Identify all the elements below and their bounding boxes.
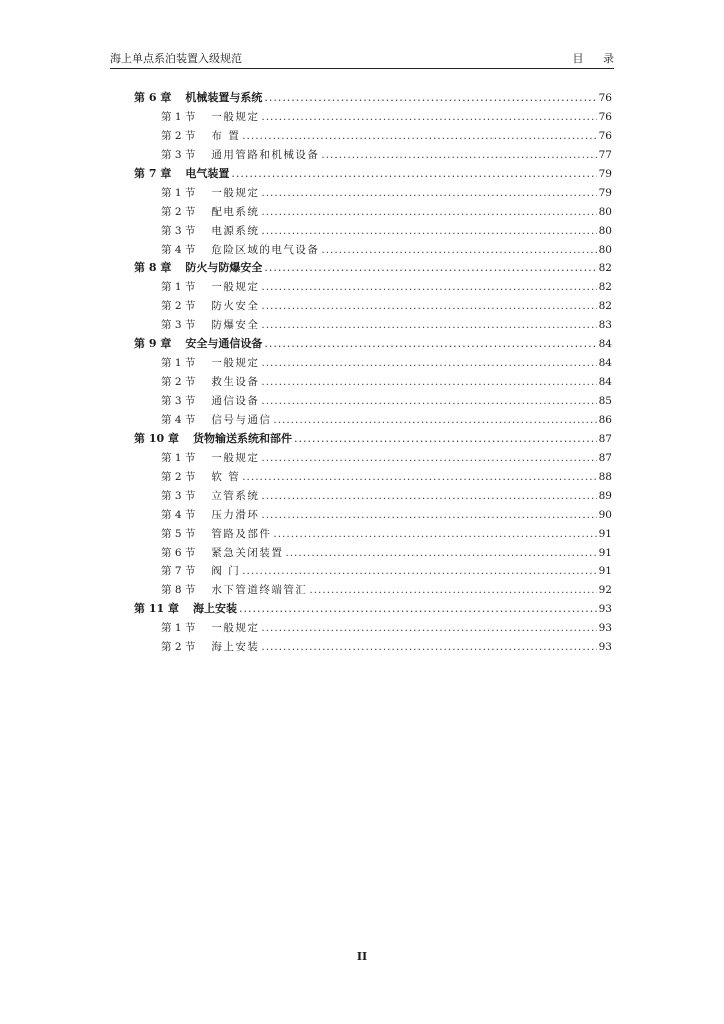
toc-entry-number: 第 8 节: [161, 584, 196, 597]
toc-entry-number: 第 11 章: [134, 602, 179, 616]
toc-entry-page: 76: [598, 129, 612, 142]
toc-dot-leader: [261, 108, 596, 127]
toc-dot-leader: [242, 127, 596, 146]
toc-dot-leader: [321, 241, 596, 260]
toc-dot-leader: [261, 316, 596, 335]
toc-entry-title: 配电系统: [211, 205, 260, 218]
toc-entry-page: 84: [598, 357, 612, 370]
toc-entry-number: 第 1 节: [161, 357, 196, 370]
toc-section-entry[interactable]: [134, 108, 612, 127]
toc-entry-title: 紧急关闭装置: [211, 546, 284, 559]
toc-entry-title: 防爆安全: [211, 319, 260, 332]
toc-entry-title: 阀 门: [211, 565, 241, 578]
toc-entry-title: 防火与防爆安全: [185, 261, 263, 275]
table-of-contents: [134, 89, 612, 657]
toc-section-entry[interactable]: [134, 506, 612, 525]
toc-dot-leader: [242, 468, 596, 487]
toc-dot-leader: [264, 89, 596, 108]
toc-entry-number: 第 7 节: [161, 565, 196, 578]
toc-section-entry[interactable]: [134, 203, 612, 222]
toc-entry-title: 通信设备: [211, 395, 260, 407]
toc-entry-page: 82: [598, 300, 612, 313]
toc-section-entry[interactable]: [134, 127, 612, 146]
toc-entry-number: 第 3 节: [161, 395, 196, 407]
toc-entry-page: 93: [598, 622, 612, 635]
toc-dot-leader: [231, 165, 596, 184]
toc-entry-number: 第 3 节: [161, 224, 196, 237]
toc-entry-page: 91: [598, 527, 612, 540]
toc-section-entry[interactable]: [134, 468, 612, 487]
toc-entry-number: 第 2 节: [161, 376, 196, 389]
toc-entry-page: 93: [598, 603, 612, 616]
toc-entry-page: 84: [598, 376, 612, 389]
toc-entry-page: 90: [598, 508, 612, 521]
toc-entry-page: 92: [598, 584, 612, 597]
toc-section-entry[interactable]: [134, 278, 612, 297]
toc-entry-title: 电源系统: [211, 224, 260, 237]
toc-entry-number: 第 6 章: [134, 91, 172, 104]
toc-dot-leader: [261, 638, 596, 657]
toc-entry-title: 立管系统: [211, 489, 260, 502]
toc-dot-leader: [239, 600, 597, 619]
toc-section-entry[interactable]: [134, 544, 612, 563]
toc-entry-number: 第 10 章: [134, 431, 179, 445]
toc-entry-page: 83: [598, 319, 612, 332]
toc-chapter-entry[interactable]: [134, 335, 612, 354]
toc-section-entry[interactable]: [134, 525, 612, 544]
toc-dot-leader: [261, 354, 596, 373]
toc-chapter-entry[interactable]: [134, 600, 612, 619]
toc-section-entry[interactable]: [134, 619, 612, 638]
toc-entry-title: 一般规定: [211, 281, 260, 294]
toc-dot-leader: [242, 562, 596, 581]
toc-section-entry[interactable]: [134, 241, 612, 260]
toc-dot-leader: [261, 392, 596, 411]
toc-dot-leader: [261, 506, 596, 525]
toc-entry-title: 一般规定: [211, 110, 260, 123]
toc-entry-page: 88: [598, 470, 612, 483]
toc-entry-number: 第 4 节: [161, 243, 196, 256]
toc-entry-number: 第 2 节: [161, 641, 196, 654]
toc-section-entry[interactable]: [134, 411, 612, 430]
toc-section-entry[interactable]: [134, 392, 612, 411]
toc-entry-number: 第 4 节: [161, 508, 196, 521]
toc-entry-number: 第 5 节: [161, 527, 196, 540]
toc-entry-number: 第 2 节: [161, 470, 196, 483]
toc-entry-number: 第 3 节: [161, 489, 196, 502]
toc-section-entry[interactable]: [134, 487, 612, 506]
toc-entry-page: 87: [598, 432, 612, 445]
toc-dot-leader: [309, 581, 596, 600]
toc-section-entry[interactable]: [134, 316, 612, 335]
toc-entry-page: 89: [598, 489, 612, 502]
toc-entry-number: 第 1 节: [161, 186, 196, 199]
toc-entry-number: 第 1 节: [161, 622, 196, 635]
toc-dot-leader: [321, 146, 596, 165]
toc-entry-number: 第 6 节: [161, 546, 196, 559]
toc-entry-page: 87: [598, 451, 612, 464]
toc-dot-leader: [273, 411, 596, 430]
toc-entry-number: 第 3 节: [161, 148, 196, 161]
toc-entry-page: 79: [598, 167, 612, 180]
toc-entry-title: 一般规定: [211, 451, 260, 464]
toc-section-entry[interactable]: [134, 297, 612, 316]
toc-entry-title: 布 置: [211, 129, 241, 142]
toc-section-entry[interactable]: [134, 354, 612, 373]
toc-entry-page: 76: [598, 110, 612, 123]
toc-entry-page: 82: [598, 281, 612, 294]
toc-entry-page: 80: [598, 224, 612, 237]
toc-entry-page: 77: [598, 148, 612, 161]
toc-section-entry[interactable]: [134, 449, 612, 468]
page-number: II: [356, 950, 368, 963]
toc-entry-page: 76: [598, 92, 612, 104]
toc-section-entry[interactable]: [134, 581, 612, 600]
toc-entry-page: 85: [598, 395, 612, 407]
toc-section-entry[interactable]: [134, 222, 612, 241]
toc-dot-leader: [261, 278, 596, 297]
toc-entry-title: 安全与通信设备: [185, 337, 263, 351]
toc-entry-title: 海上安装: [211, 641, 260, 654]
toc-entry-title: 一般规定: [211, 357, 260, 370]
toc-entry-page: 93: [598, 641, 612, 654]
toc-dot-leader: [261, 373, 596, 392]
toc-chapter-entry[interactable]: [134, 259, 612, 278]
toc-entry-number: 第 1 节: [161, 110, 196, 123]
toc-entry-title: 货物输送系统和部件: [192, 431, 292, 445]
toc-entry-page: 91: [598, 546, 612, 559]
toc-section-entry[interactable]: [134, 638, 612, 657]
toc-entry-number: 第 2 节: [161, 300, 196, 313]
toc-entry-title: 电气装置: [185, 166, 230, 180]
toc-entry-page: 80: [598, 243, 612, 256]
toc-entry-title: 软 管: [211, 470, 241, 483]
toc-entry-title: 信号与通信: [211, 413, 272, 426]
toc-dot-leader: [285, 544, 596, 563]
toc-chapter-entry[interactable]: [134, 430, 612, 449]
toc-dot-leader: [273, 525, 596, 544]
toc-entry-title: 水下管道终端管汇: [211, 584, 308, 597]
toc-entry-page: 79: [598, 186, 612, 199]
toc-entry-number: 第 7 章: [134, 166, 172, 180]
toc-section-entry[interactable]: [134, 146, 612, 165]
header-document-title: 海上单点系泊装置入级规范: [110, 52, 242, 65]
toc-entry-page: 82: [598, 262, 612, 275]
toc-dot-leader: [261, 619, 596, 638]
toc-entry-page: 86: [598, 413, 612, 426]
toc-dot-leader: [261, 297, 596, 316]
running-header: [110, 52, 622, 69]
toc-dot-leader: [264, 335, 596, 354]
toc-dot-leader: [294, 430, 597, 449]
toc-dot-leader: [261, 449, 596, 468]
toc-entry-number: 第 4 节: [161, 413, 196, 426]
toc-entry-title: 机械装置与系统: [185, 91, 263, 104]
toc-entry-title: 海上安装: [192, 602, 237, 616]
toc-entry-number: 第 2 节: [161, 129, 196, 142]
toc-entry-title: 压力滑环: [211, 508, 260, 521]
toc-entry-page: 84: [598, 338, 612, 351]
toc-entry-number: 第 1 节: [161, 451, 196, 464]
toc-entry-title: 一般规定: [211, 622, 260, 635]
toc-dot-leader: [261, 184, 596, 203]
toc-entry-number: 第 1 节: [161, 281, 196, 294]
toc-section-entry[interactable]: [134, 184, 612, 203]
toc-entry-number: 第 8 章: [134, 261, 172, 275]
toc-entry-number: 第 3 节: [161, 319, 196, 332]
toc-entry-title: 救生设备: [211, 376, 260, 389]
toc-entry-title: 危险区域的电气设备: [211, 243, 320, 256]
toc-dot-leader: [261, 222, 596, 241]
toc-dot-leader: [261, 487, 596, 506]
toc-entry-page: 80: [598, 205, 612, 218]
toc-chapter-entry[interactable]: [134, 165, 612, 184]
toc-entry-title: 防火安全: [211, 300, 260, 313]
toc-dot-leader: [264, 259, 596, 278]
toc-entry-page: 91: [598, 565, 612, 578]
toc-entry-title: 一般规定: [211, 186, 260, 199]
toc-entry-number: 第 9 章: [134, 337, 172, 351]
toc-section-entry[interactable]: [134, 562, 612, 581]
toc-entry-title: 管路及部件: [211, 527, 272, 540]
toc-entry-title: 通用管路和机械设备: [211, 148, 320, 161]
header-section-title: 目 录: [572, 52, 622, 65]
toc-dot-leader: [261, 203, 596, 222]
toc-section-entry[interactable]: [134, 373, 612, 392]
toc-chapter-entry[interactable]: [134, 89, 612, 108]
toc-entry-number: 第 2 节: [161, 205, 196, 218]
